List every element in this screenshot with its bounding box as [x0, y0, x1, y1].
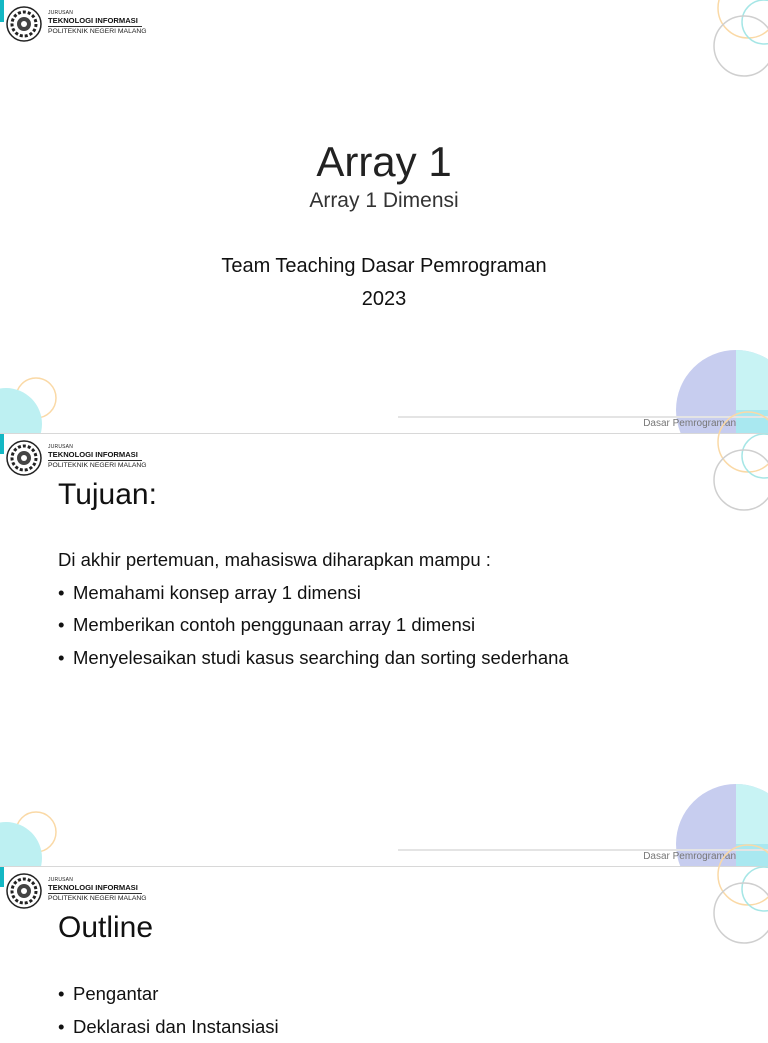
list-item: • Menyelesaikan studi kasus searching dan sorting sederhana — [58, 642, 569, 675]
decorative-circles-top — [700, 434, 768, 514]
slide-outline — [0, 867, 768, 1024]
polinema-seal-icon — [6, 873, 42, 909]
polinema-seal-icon — [6, 6, 42, 42]
objectives-content — [58, 544, 569, 674]
logo-line-1: JURUSAN — [48, 10, 73, 16]
logo-line-2: TEKNOLOGI INFORMASI — [48, 883, 138, 892]
objectives-list — [58, 577, 569, 675]
logo-line-3: POLITEKNIK NEGERI MALANG — [48, 895, 147, 902]
institution-logo — [4, 4, 154, 44]
list-item: • Pengantar — [58, 978, 279, 1011]
slide-objectives — [0, 434, 768, 866]
year: 2023 — [0, 283, 768, 316]
institution-logo — [4, 871, 154, 911]
team-name: Team Teaching Dasar Pemrograman — [0, 250, 768, 283]
logo-line-1: JURUSAN — [48, 444, 73, 450]
logo-line-3: POLITEKNIK NEGERI MALANG — [48, 28, 147, 35]
footer-text: Dasar Pemrograman — [643, 851, 736, 862]
logo-divider — [48, 893, 142, 894]
slide-heading: Outline — [58, 911, 153, 945]
logo-divider — [48, 26, 142, 27]
teal-corner-accent — [0, 434, 6, 458]
teal-corner-accent — [0, 867, 6, 891]
logo-divider — [48, 460, 142, 461]
logo-line-2: TEKNOLOGI INFORMASI — [48, 450, 138, 459]
outline-content — [58, 978, 279, 1043]
list-item: • Memberikan contoh penggunaan array 1 dimensi — [58, 609, 569, 642]
logo-line-2: TEKNOLOGI INFORMASI — [48, 16, 138, 25]
decorative-circles-top — [700, 0, 768, 80]
polinema-seal-icon — [6, 440, 42, 476]
slide-title: Array 1 — [0, 138, 768, 186]
teal-corner-accent — [0, 0, 6, 24]
outline-list — [58, 978, 279, 1043]
decorative-circles-top — [700, 867, 768, 947]
slide-subtitle: Array 1 Dimensi — [0, 189, 768, 213]
logo-line-1: JURUSAN — [48, 877, 73, 883]
list-item: • Deklarasi dan Instansiasi — [58, 1011, 279, 1043]
list-item: • Memahami konsep array 1 dimensi — [58, 577, 569, 610]
slide-heading: Tujuan: — [58, 478, 157, 512]
logo-line-3: POLITEKNIK NEGERI MALANG — [48, 462, 147, 469]
decorative-circles-bottom-left — [0, 376, 62, 433]
institution-logo — [4, 438, 154, 478]
footer-text: Dasar Pemrograman — [643, 418, 736, 429]
decorative-circles-bottom-left — [0, 810, 62, 866]
intro-text: Di akhir pertemuan, mahasiswa diharapkan mampu : — [58, 544, 569, 577]
slide-title — [0, 0, 768, 433]
team-info — [0, 250, 768, 316]
